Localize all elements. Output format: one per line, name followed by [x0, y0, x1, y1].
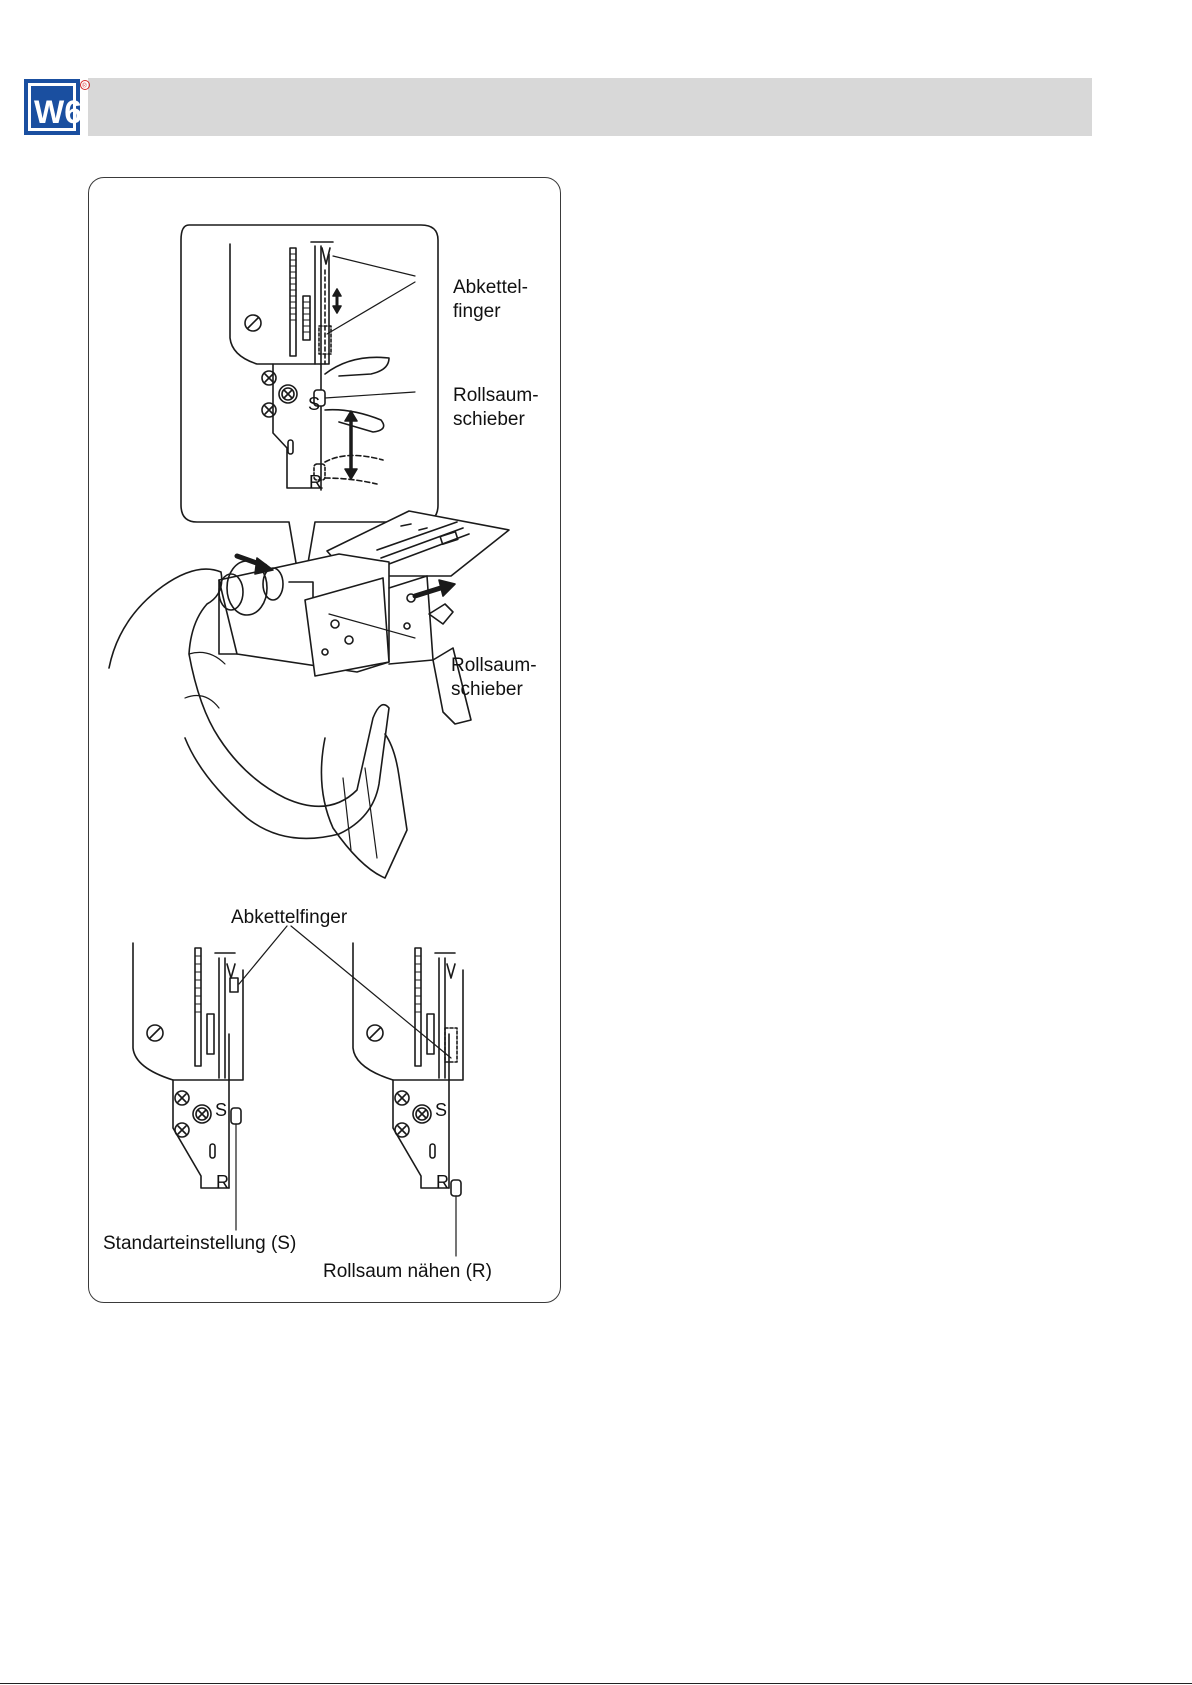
w6-logo [24, 79, 90, 135]
marking-r-rolled: R [436, 1172, 449, 1192]
marking-s-standard: S [215, 1100, 228, 1120]
marking-s-detail: S [308, 394, 321, 414]
label-standard-setting: Standarteinstellung (S) [103, 1233, 297, 1254]
marking-s-rolled: S [435, 1100, 448, 1120]
logo-text: W6 [34, 94, 82, 130]
label-rolled-hem: Rollsaum nähen (R) [323, 1261, 492, 1282]
label-abkettelfinger: Abkettelfinger [231, 907, 348, 928]
illustration-frame [88, 177, 561, 1303]
marking-r-detail: R [309, 472, 322, 492]
header-bar [88, 78, 1092, 136]
bottom-views [133, 926, 463, 1256]
label-rollsaumschieber-detail: Rollsaum- schieber [453, 385, 539, 430]
machine-drawing [109, 511, 509, 878]
logo-registered-mark: ® [82, 83, 87, 90]
label-abkettelfinger-detail: Abkettel- finger [453, 277, 528, 322]
page-bottom-rule [0, 1683, 1192, 1684]
marking-r-standard: R [216, 1172, 229, 1192]
label-rollsaumschieber-main: Rollsaum- schieber [451, 655, 537, 700]
machine-illustration [89, 178, 561, 1303]
